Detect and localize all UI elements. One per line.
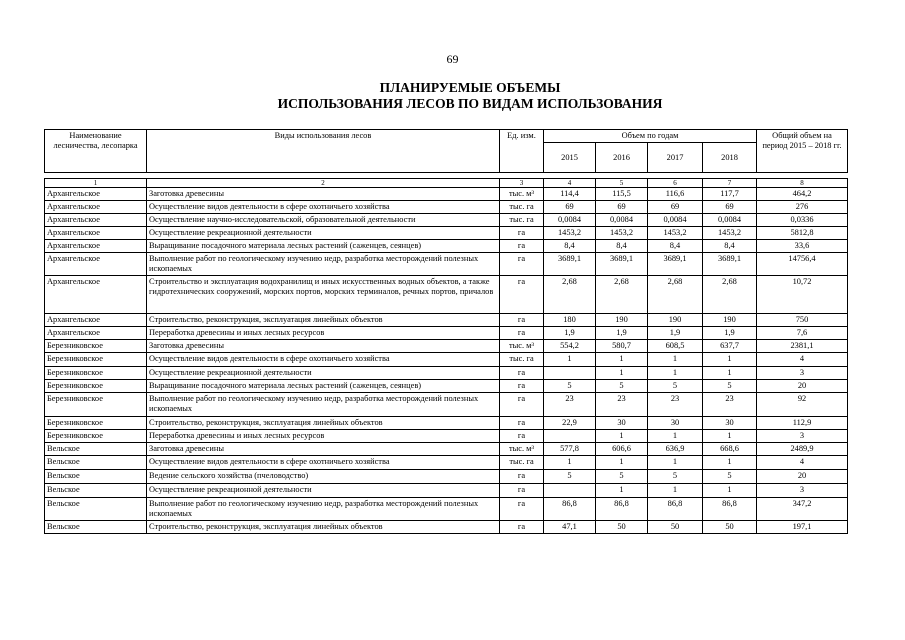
- total-cell: 750: [757, 314, 848, 327]
- total-cell: 2489,9: [757, 443, 848, 456]
- column-number: 1: [45, 179, 147, 188]
- table-row: [45, 380, 848, 393]
- forestry-cell: Архангельское: [45, 214, 147, 227]
- use-type-cell: Переработка древесины и иных лесных ресурсов: [147, 327, 500, 340]
- total-cell: 10,72: [757, 276, 848, 314]
- unit-cell: га: [500, 484, 544, 498]
- value-2015-cell: 554,2: [544, 340, 596, 353]
- forestry-cell: Вельское: [45, 484, 147, 498]
- column-number: 4: [544, 179, 596, 188]
- header-year-2017: 2017: [648, 143, 703, 173]
- value-2015-cell: [544, 484, 596, 498]
- value-2016-cell: 8,4: [596, 240, 648, 253]
- forestry-cell: Архангельское: [45, 201, 147, 214]
- use-type-cell: Выращивание посадочного материала лесных растений (саженцев, сеянцев): [147, 380, 500, 393]
- total-cell: 7,6: [757, 327, 848, 340]
- value-2016-cell: 3689,1: [596, 253, 648, 276]
- value-2015-cell: 86,8: [544, 498, 596, 521]
- value-2018-cell: 1: [703, 456, 757, 470]
- unit-cell: тыс. га: [500, 214, 544, 227]
- forestry-cell: Архангельское: [45, 227, 147, 240]
- total-cell: 3: [757, 430, 848, 443]
- total-cell: 276: [757, 201, 848, 214]
- use-type-cell: Выполнение работ по геологическому изучению недр, разработка месторождений полезных ископаемых: [147, 498, 500, 521]
- value-2015-cell: 577,8: [544, 443, 596, 456]
- total-cell: 112,9: [757, 417, 848, 430]
- table-row: [45, 430, 848, 443]
- forestry-cell: Архангельское: [45, 314, 147, 327]
- unit-cell: га: [500, 393, 544, 417]
- value-2016-cell: 69: [596, 201, 648, 214]
- title-line-2: ИСПОЛЬЗОВАНИЯ ЛЕСОВ ПО ВИДАМ ИСПОЛЬЗОВАНИЯ: [277, 96, 663, 111]
- value-2016-cell: 2,68: [596, 276, 648, 314]
- use-type-cell: Осуществление видов деятельности в сфере охотничьего хозяйства: [147, 456, 500, 470]
- value-2018-cell: 117,7: [703, 188, 757, 201]
- value-2015-cell: 114,4: [544, 188, 596, 201]
- value-2018-cell: 8,4: [703, 240, 757, 253]
- value-2017-cell: 1453,2: [648, 227, 703, 240]
- value-2018-cell: 1453,2: [703, 227, 757, 240]
- use-type-cell: Осуществление видов деятельности в сфере охотничьего хозяйства: [147, 201, 500, 214]
- use-type-cell: Осуществление рекреационной деятельности: [147, 367, 500, 380]
- value-2018-cell: 69: [703, 201, 757, 214]
- value-2016-cell: 23: [596, 393, 648, 417]
- table-row: [45, 253, 848, 276]
- column-number: 6: [648, 179, 703, 188]
- value-2018-cell: 190: [703, 314, 757, 327]
- unit-cell: га: [500, 253, 544, 276]
- value-2016-cell: 606,6: [596, 443, 648, 456]
- value-2016-cell: 580,7: [596, 340, 648, 353]
- value-2017-cell: 3689,1: [648, 253, 703, 276]
- total-cell: 3: [757, 484, 848, 498]
- use-type-cell: Выполнение работ по геологическому изучению недр, разработка месторождений полезных ископаемых: [147, 253, 500, 276]
- value-2015-cell: 1,9: [544, 327, 596, 340]
- table-row: [45, 188, 848, 201]
- value-2017-cell: 608,5: [648, 340, 703, 353]
- value-2015-cell: 2,68: [544, 276, 596, 314]
- value-2017-cell: 636,9: [648, 443, 703, 456]
- header-year-2015: 2015: [544, 143, 596, 173]
- column-number: 5: [596, 179, 648, 188]
- forestry-cell: Березниковское: [45, 340, 147, 353]
- forestry-cell: Вельское: [45, 443, 147, 456]
- total-cell: 92: [757, 393, 848, 417]
- forestry-cell: Вельское: [45, 498, 147, 521]
- total-cell: 3: [757, 367, 848, 380]
- value-2015-cell: 8,4: [544, 240, 596, 253]
- value-2016-cell: 1: [596, 456, 648, 470]
- table-row: [45, 214, 848, 227]
- forestry-cell: Архангельское: [45, 276, 147, 314]
- table-row: [45, 456, 848, 470]
- unit-cell: га: [500, 314, 544, 327]
- unit-cell: тыс. м³: [500, 443, 544, 456]
- header-unit: Ед. изм.: [500, 130, 544, 173]
- forestry-cell: Вельское: [45, 521, 147, 534]
- unit-cell: тыс. м³: [500, 188, 544, 201]
- value-2018-cell: 2,68: [703, 276, 757, 314]
- forestry-cell: Вельское: [45, 470, 147, 484]
- use-type-cell: Заготовка древесины: [147, 443, 500, 456]
- column-number: 8: [757, 179, 848, 188]
- total-cell: 20: [757, 470, 848, 484]
- value-2018-cell: 637,7: [703, 340, 757, 353]
- unit-cell: га: [500, 417, 544, 430]
- value-2017-cell: 30: [648, 417, 703, 430]
- forestry-cell: Архангельское: [45, 327, 147, 340]
- value-2018-cell: 0,0084: [703, 214, 757, 227]
- value-2018-cell: 5: [703, 380, 757, 393]
- unit-cell: тыс. га: [500, 201, 544, 214]
- total-cell: 2381,1: [757, 340, 848, 353]
- use-type-cell: Строительство и эксплуатация водохранилищ и иных искусственных водных объектов, а также гидротехнических сооружений, морских портов, морских терминалов, речных портов, причалов: [147, 276, 500, 314]
- value-2016-cell: 1: [596, 484, 648, 498]
- forestry-cell: Архангельское: [45, 188, 147, 201]
- forestry-cell: Березниковское: [45, 430, 147, 443]
- value-2016-cell: 1: [596, 430, 648, 443]
- use-type-cell: Ведение сельского хозяйства (пчеловодство): [147, 470, 500, 484]
- header-total: Общий объем на период 2015 – 2018 гг.: [757, 130, 848, 173]
- page-number: 69: [446, 52, 459, 66]
- value-2015-cell: 5: [544, 470, 596, 484]
- unit-cell: га: [500, 430, 544, 443]
- value-2016-cell: 30: [596, 417, 648, 430]
- header-volume-by-years: Объем по годам: [544, 130, 757, 143]
- header-use-type: Виды использования лесов: [147, 130, 500, 173]
- table-row: [45, 498, 848, 521]
- value-2017-cell: 50: [648, 521, 703, 534]
- table-row: [45, 327, 848, 340]
- use-type-cell: Осуществление научно-исследовательской, образовательной деятельности: [147, 214, 500, 227]
- column-number: 2: [147, 179, 500, 188]
- use-type-cell: Строительство, реконструкция, эксплуатация линейных объектов: [147, 314, 500, 327]
- total-cell: 347,2: [757, 498, 848, 521]
- unit-cell: га: [500, 240, 544, 253]
- table-row: [45, 201, 848, 214]
- forestry-cell: Березниковское: [45, 353, 147, 367]
- total-cell: 14756,4: [757, 253, 848, 276]
- value-2017-cell: 1: [648, 430, 703, 443]
- table-row: [45, 484, 848, 498]
- value-2017-cell: 1: [648, 367, 703, 380]
- total-cell: 4: [757, 456, 848, 470]
- value-2015-cell: 180: [544, 314, 596, 327]
- value-2016-cell: 50: [596, 521, 648, 534]
- value-2018-cell: 1: [703, 430, 757, 443]
- unit-cell: га: [500, 470, 544, 484]
- total-cell: 464,2: [757, 188, 848, 201]
- total-cell: 197,1: [757, 521, 848, 534]
- value-2015-cell: [544, 367, 596, 380]
- table-row: [45, 276, 848, 314]
- table-row: [45, 227, 848, 240]
- forestry-cell: Березниковское: [45, 393, 147, 417]
- value-2015-cell: 1: [544, 353, 596, 367]
- value-2018-cell: 30: [703, 417, 757, 430]
- value-2018-cell: 23: [703, 393, 757, 417]
- value-2015-cell: 5: [544, 380, 596, 393]
- unit-cell: тыс. га: [500, 353, 544, 367]
- column-number: 3: [500, 179, 544, 188]
- table-row: [45, 367, 848, 380]
- value-2018-cell: 3689,1: [703, 253, 757, 276]
- forestry-cell: Архангельское: [45, 240, 147, 253]
- value-2017-cell: 0,0084: [648, 214, 703, 227]
- total-cell: 0,0336: [757, 214, 848, 227]
- table-header: [44, 129, 848, 173]
- value-2018-cell: 5: [703, 470, 757, 484]
- use-type-cell: Осуществление рекреационной деятельности: [147, 227, 500, 240]
- value-2016-cell: 1453,2: [596, 227, 648, 240]
- unit-cell: тыс. га: [500, 456, 544, 470]
- forestry-cell: Березниковское: [45, 380, 147, 393]
- page-title: [0, 80, 905, 112]
- table-row: [45, 417, 848, 430]
- value-2017-cell: 1: [648, 456, 703, 470]
- use-type-cell: Строительство, реконструкция, эксплуатация линейных объектов: [147, 521, 500, 534]
- forestry-cell: Вельское: [45, 456, 147, 470]
- value-2015-cell: 22,9: [544, 417, 596, 430]
- value-2015-cell: [544, 430, 596, 443]
- value-2016-cell: 0,0084: [596, 214, 648, 227]
- data-table: [44, 178, 848, 534]
- use-type-cell: Выполнение работ по геологическому изучению недр, разработка месторождений полезных ископаемых: [147, 393, 500, 417]
- value-2016-cell: 1: [596, 353, 648, 367]
- use-type-cell: Переработка древесины и иных лесных ресурсов: [147, 430, 500, 443]
- value-2016-cell: 1: [596, 367, 648, 380]
- value-2018-cell: 1: [703, 353, 757, 367]
- value-2015-cell: 0,0084: [544, 214, 596, 227]
- value-2017-cell: 69: [648, 201, 703, 214]
- value-2018-cell: 668,6: [703, 443, 757, 456]
- title-line-1: ПЛАНИРУЕМЫЕ ОБЪЕМЫ: [379, 80, 561, 95]
- value-2016-cell: 5: [596, 380, 648, 393]
- value-2017-cell: 5: [648, 380, 703, 393]
- value-2017-cell: 23: [648, 393, 703, 417]
- unit-cell: га: [500, 276, 544, 314]
- forestry-cell: Архангельское: [45, 253, 147, 276]
- unit-cell: га: [500, 227, 544, 240]
- unit-cell: га: [500, 367, 544, 380]
- value-2017-cell: 190: [648, 314, 703, 327]
- value-2016-cell: 115,5: [596, 188, 648, 201]
- value-2015-cell: 69: [544, 201, 596, 214]
- value-2016-cell: 190: [596, 314, 648, 327]
- value-2015-cell: 23: [544, 393, 596, 417]
- use-type-cell: Выращивание посадочного материала лесных растений (саженцев, сеянцев): [147, 240, 500, 253]
- value-2018-cell: 1,9: [703, 327, 757, 340]
- unit-cell: тыс. м³: [500, 340, 544, 353]
- use-type-cell: Осуществление рекреационной деятельности: [147, 484, 500, 498]
- total-cell: 5812,8: [757, 227, 848, 240]
- total-cell: 33,6: [757, 240, 848, 253]
- use-type-cell: Заготовка древесины: [147, 340, 500, 353]
- value-2015-cell: 47,1: [544, 521, 596, 534]
- value-2017-cell: 116,6: [648, 188, 703, 201]
- header-year-2016: 2016: [596, 143, 648, 173]
- value-2017-cell: 1,9: [648, 327, 703, 340]
- forestry-cell: Березниковское: [45, 417, 147, 430]
- value-2016-cell: 1,9: [596, 327, 648, 340]
- value-2015-cell: 3689,1: [544, 253, 596, 276]
- total-cell: 4: [757, 353, 848, 367]
- table-row: [45, 443, 848, 456]
- table-row: [45, 521, 848, 534]
- table-row: [45, 314, 848, 327]
- table-row: [45, 353, 848, 367]
- table-row: [45, 340, 848, 353]
- table-row: [45, 240, 848, 253]
- header-year-2018: 2018: [703, 143, 757, 173]
- value-2016-cell: 86,8: [596, 498, 648, 521]
- use-type-cell: Осуществление видов деятельности в сфере охотничьего хозяйства: [147, 353, 500, 367]
- value-2017-cell: 1: [648, 353, 703, 367]
- unit-cell: га: [500, 380, 544, 393]
- use-type-cell: Строительство, реконструкция, эксплуатация линейных объектов: [147, 417, 500, 430]
- value-2017-cell: 8,4: [648, 240, 703, 253]
- column-number-row: [45, 179, 848, 188]
- header-forestry: Наименование лесничества, лесопарка: [45, 130, 147, 173]
- table-row: [45, 393, 848, 417]
- unit-cell: га: [500, 327, 544, 340]
- use-type-cell: Заготовка древесины: [147, 188, 500, 201]
- value-2017-cell: 1: [648, 484, 703, 498]
- value-2015-cell: 1453,2: [544, 227, 596, 240]
- value-2015-cell: 1: [544, 456, 596, 470]
- unit-cell: га: [500, 498, 544, 521]
- table-row: [45, 470, 848, 484]
- value-2017-cell: 5: [648, 470, 703, 484]
- value-2016-cell: 5: [596, 470, 648, 484]
- forestry-cell: Березниковское: [45, 367, 147, 380]
- value-2018-cell: 50: [703, 521, 757, 534]
- total-cell: 20: [757, 380, 848, 393]
- value-2018-cell: 86,8: [703, 498, 757, 521]
- value-2017-cell: 2,68: [648, 276, 703, 314]
- unit-cell: га: [500, 521, 544, 534]
- value-2017-cell: 86,8: [648, 498, 703, 521]
- column-number: 7: [703, 179, 757, 188]
- value-2018-cell: 1: [703, 367, 757, 380]
- value-2018-cell: 1: [703, 484, 757, 498]
